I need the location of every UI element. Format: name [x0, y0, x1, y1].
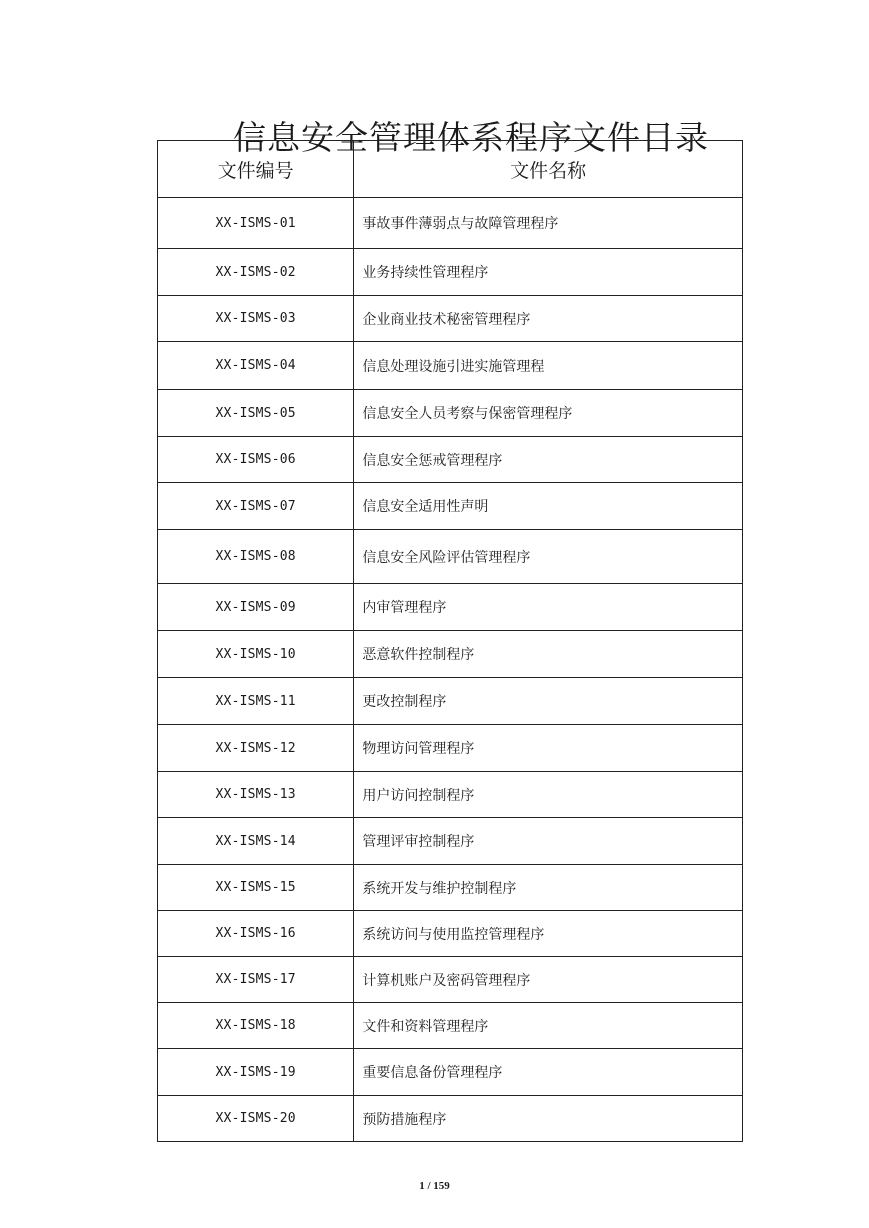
file-code: XX-ISMS-04	[158, 342, 354, 390]
file-name: 预防措施程序	[354, 1096, 743, 1142]
file-code: XX-ISMS-01	[158, 198, 354, 249]
file-name: 业务持续性管理程序	[354, 249, 743, 296]
table-row	[158, 530, 743, 584]
table-row	[158, 725, 743, 772]
file-code: XX-ISMS-20	[158, 1096, 354, 1142]
table-row	[158, 772, 743, 818]
table-row	[158, 249, 743, 296]
file-name: 信息安全适用性声明	[354, 483, 743, 530]
file-name: 系统访问与使用监控管理程序	[354, 911, 743, 957]
table-row	[158, 1096, 743, 1142]
file-name: 重要信息备份管理程序	[354, 1049, 743, 1096]
table-body	[158, 198, 743, 1142]
file-code: XX-ISMS-17	[158, 957, 354, 1003]
file-name: 内审管理程序	[354, 584, 743, 631]
table-row	[158, 957, 743, 1003]
file-code: XX-ISMS-06	[158, 437, 354, 483]
table-row	[158, 584, 743, 631]
file-name: 事故事件薄弱点与故障管理程序	[354, 198, 743, 249]
table-row	[158, 483, 743, 530]
file-code: XX-ISMS-11	[158, 678, 354, 725]
file-name: 信息处理设施引进实施管理程	[354, 342, 743, 390]
header-file-code: 文件编号	[158, 141, 354, 198]
table-row	[158, 1003, 743, 1049]
file-name: 管理评审控制程序	[354, 818, 743, 865]
file-name: 恶意软件控制程序	[354, 631, 743, 678]
file-code: XX-ISMS-05	[158, 390, 354, 437]
file-code: XX-ISMS-07	[158, 483, 354, 530]
file-name: 物理访问管理程序	[354, 725, 743, 772]
table-row	[158, 437, 743, 483]
table-row	[158, 296, 743, 342]
table-header-row	[158, 141, 743, 198]
table-row	[158, 865, 743, 911]
file-name: 系统开发与维护控制程序	[354, 865, 743, 911]
page-number: 1 / 159	[419, 1180, 450, 1192]
table-row	[158, 911, 743, 957]
file-code: XX-ISMS-02	[158, 249, 354, 296]
file-name: 信息安全风险评估管理程序	[354, 530, 743, 584]
file-name: 文件和资料管理程序	[354, 1003, 743, 1049]
file-code: XX-ISMS-03	[158, 296, 354, 342]
file-name: 更改控制程序	[354, 678, 743, 725]
file-name: 信息安全人员考察与保密管理程序	[354, 390, 743, 437]
table-row	[158, 1049, 743, 1096]
file-code: XX-ISMS-09	[158, 584, 354, 631]
file-code: XX-ISMS-18	[158, 1003, 354, 1049]
file-code: XX-ISMS-12	[158, 725, 354, 772]
file-code: XX-ISMS-14	[158, 818, 354, 865]
header-file-name: 文件名称	[354, 141, 743, 198]
table-row	[158, 198, 743, 249]
file-code: XX-ISMS-08	[158, 530, 354, 584]
table-row	[158, 631, 743, 678]
file-code: XX-ISMS-19	[158, 1049, 354, 1096]
file-code: XX-ISMS-16	[158, 911, 354, 957]
page-title: 信息安全管理体系程序文件目录	[233, 118, 709, 158]
file-code: XX-ISMS-15	[158, 865, 354, 911]
file-name: 计算机账户及密码管理程序	[354, 957, 743, 1003]
file-name: 用户访问控制程序	[354, 772, 743, 818]
file-name: 企业商业技术秘密管理程序	[354, 296, 743, 342]
table-row	[158, 818, 743, 865]
table-row	[158, 342, 743, 390]
table-row	[158, 678, 743, 725]
file-code: XX-ISMS-10	[158, 631, 354, 678]
document-index-table	[157, 140, 743, 1142]
file-code: XX-ISMS-13	[158, 772, 354, 818]
file-name: 信息安全惩戒管理程序	[354, 437, 743, 483]
table-row	[158, 390, 743, 437]
